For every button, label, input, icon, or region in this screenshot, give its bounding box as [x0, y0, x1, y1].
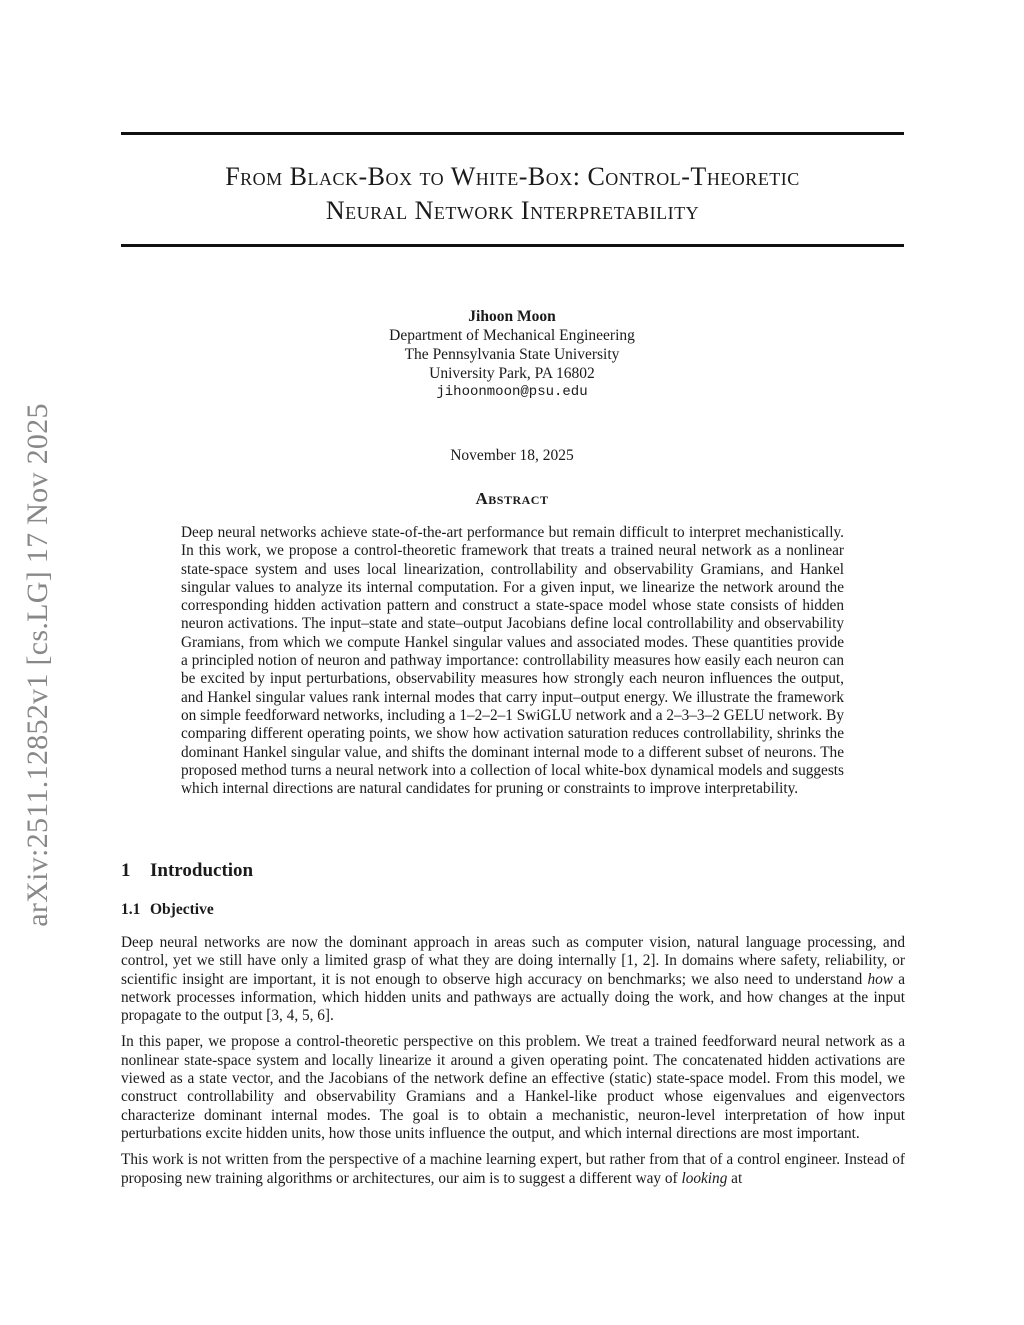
paragraph-2: In this paper, we propose a control-theoretic perspective on this problem. We treat a trained feedforward neural network as a nonlinear state-space system and locally linearize it around a given operating point. The concatenated hidden activations are viewed as a state vector, and the Jacobians of the network define an effective (static) state-space model. From this model, we construct controllability and observability Gramians and a Hankel-like product whose eigenvalues and eigenvectors characterize dominant internal modes. The goal is to obtain a mechanistic, neuron-level interpretation of how input perturbations excite hidden units, how those units influence the output, and which internal directions are most important. — [121, 1033, 905, 1142]
arxiv-identifier: arXiv:2511.12852v1 [cs.LG] 17 Nov 2025 — [21, 403, 54, 927]
title-line-1: From Black-Box to White-Box: Control-Theoretic — [225, 162, 800, 191]
abstract-text: Deep neural networks achieve state-of-the-art performance but remain difficult to interpret mechanistically. In this work, we propose a control-theoretic framework that treats a trained neural network as a nonlinear state-space system and uses local linearization, controllability and observability Gramians, and Hankel singular values to analyze its internal computation. For a given input, we linearize the network around the corresponding hidden activation pattern and construct a state-space model whose state consists of hidden neuron activations. The input–state and state–output Jacobians define local controllability and observability Gramians, from which we compute Hankel singular values and associated modes. These quantities provide a principled notion of neuron and pathway importance: controllability measures how easily each neuron can be excited by input perturbations, observability measures how strongly each neuron influences the output, and Hankel singular values rank internal modes that carry input–output energy. We illustrate the framework on simple feedforward networks, including a 1–2–2–1 SwiGLU network and a 2–3–3–2 GELU network. By comparing different operating points, we show how activation saturation reduces controllability, shrinks the dominant Hankel singular value, and shifts the dominant internal mode to a different subset of neurons. The proposed method turns a neural network into a collection of local white-box dynamical models and suggests which internal directions are natural candidates for pruning or constraints to improve interpretability. — [181, 524, 844, 798]
paragraph-3: This work is not written from the perspective of a machine learning expert, but rather from that of a control engineer. Instead of proposing new training algorithms or architectures, our aim is to suggest a different way of looking at — [121, 1151, 905, 1187]
paper-date: November 18, 2025 — [450, 447, 574, 464]
author-department: Department of Mechanical Engineering — [389, 327, 635, 344]
section-heading-introduction — [121, 860, 253, 882]
author-location: University Park, PA 16802 — [429, 365, 595, 382]
subsection-title: Objective — [150, 901, 214, 918]
title-rule-bottom — [121, 244, 904, 247]
paper-title — [121, 160, 904, 228]
author-university: The Pennsylvania State University — [404, 346, 620, 363]
arxiv-sidebar-stamp — [8, 370, 68, 960]
author-email: jihoonmoon@psu.edu — [436, 384, 588, 400]
title-rule-top — [121, 132, 904, 135]
section-number: 1 — [121, 860, 131, 881]
abstract-heading: Abstract — [475, 489, 549, 508]
author-name: Jihoon Moon — [468, 308, 556, 325]
author-block — [200, 307, 824, 402]
title-line-2: Neural Network Interpretability — [325, 196, 700, 225]
subsection-heading-objective — [121, 901, 214, 919]
paragraph-1: Deep neural networks are now the dominant approach in areas such as computer vision, natural language processing, and control, yet we still have only a limited grasp of what they are doing internally [1, 2]. In domains where safety, reliability, or scientific insight are important, it is not enough to observe high accuracy on benchmarks; we also need to understand how a network processes information, which hidden units and pathways are actually doing the work, and how changes at the input propagate to the output [3, 4, 5, 6]. — [121, 934, 905, 1025]
body-text — [121, 934, 905, 1196]
subsection-number: 1.1 — [121, 901, 141, 918]
section-title: Introduction — [150, 860, 254, 881]
